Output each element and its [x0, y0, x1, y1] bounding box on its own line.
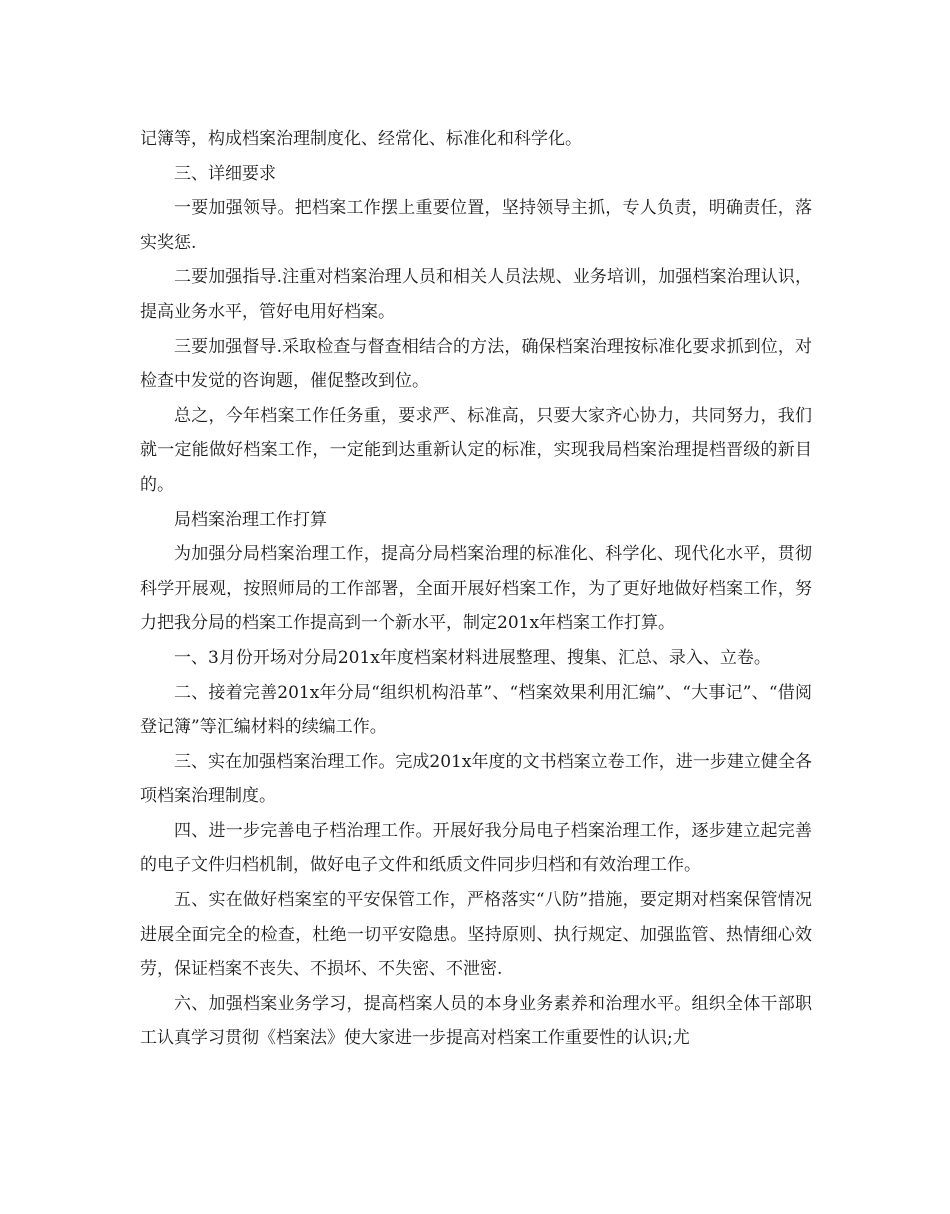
paragraph-plan-intro: 为加强分局档案治理工作，提高分局档案治理的标准化、科学化、现代化水平，贯彻科学开展观，按照师局的工作部署，全面开展好档案工作，为了更好地做好档案工作，努力把我分局的档案工作提高到一个新水平，制定201x年档案工作打算。	[140, 544, 812, 634]
paragraph-supervision: 三要加强督导.采取检查与督查相结合的方法，确保档案治理按标准化要求抓到位，对检查中发觉的咨询题，催促整改到位。	[140, 336, 812, 392]
section-heading-requirements: 三、详细要求	[174, 163, 276, 184]
paragraph-item-1: 一、3月份开场对分局201x年度档案材料进展整理、搜集、汇总、录入、立卷。	[174, 647, 771, 668]
paragraph-conclusion: 总之，今年档案工作任务重，要求严、标准高，只要大家齐心协力，共同努力，我们就一定能做好档案工作，一定能到达重新认定的标准，实现我局档案治理提档晋级的新目的。	[140, 405, 812, 495]
document-body	[140, 122, 812, 1056]
paragraph-leadership: 一要加强领导。把档案工作摆上重要位置，坚持领导主抓，专人负责，明确责任，落实奖惩.	[140, 198, 812, 253]
paragraph-guidance: 二要加强指导.注重对档案治理人员和相关人员法规、业务培训，加强档案治理认识，提高业务水平，管好电用好档案。	[140, 267, 812, 322]
paragraph-item-6: 六、加强档案业务学习，提高档案人员的本身业务素养和治理水平。组织全体干部职工认真学习贯彻《档案法》使大家进一步提高对档案工作重要性的认识;尤	[140, 993, 812, 1049]
paragraph-item-5: 五、实在做好档案室的平安保管工作，严格落实“八防”措施，要定期对档案保管情况进展全面完全的检查，杜绝一切平安隐患。坚持原则、执行规定、加强监管、热情细心效劳，保证档案不丧失、不损坏、不失密、不泄密.	[140, 890, 812, 980]
paragraph-continuation: 记簿等，构成档案治理制度化、经常化、标准化和科学化。	[140, 129, 582, 149]
paragraph-item-2: 二、接着完善201x年分局“组织机构沿革”、“档案效果利用汇编”、“大事记”、“借阅登记簿”等汇编材料的续编工作。	[140, 682, 812, 738]
paragraph-item-3: 三、实在加强档案治理工作。完成201x年度的文书档案立卷工作，进一步建立健全各项档案治理制度。	[140, 751, 812, 807]
paragraph-item-4: 四、进一步完善电子档治理工作。开展好我分局电子档案治理工作，逐步建立起完善的电子文件归档机制，做好电子文件和纸质文件同步归档和有效治理工作。	[140, 820, 812, 876]
section-title-work-plan: 局档案治理工作打算	[174, 509, 327, 530]
